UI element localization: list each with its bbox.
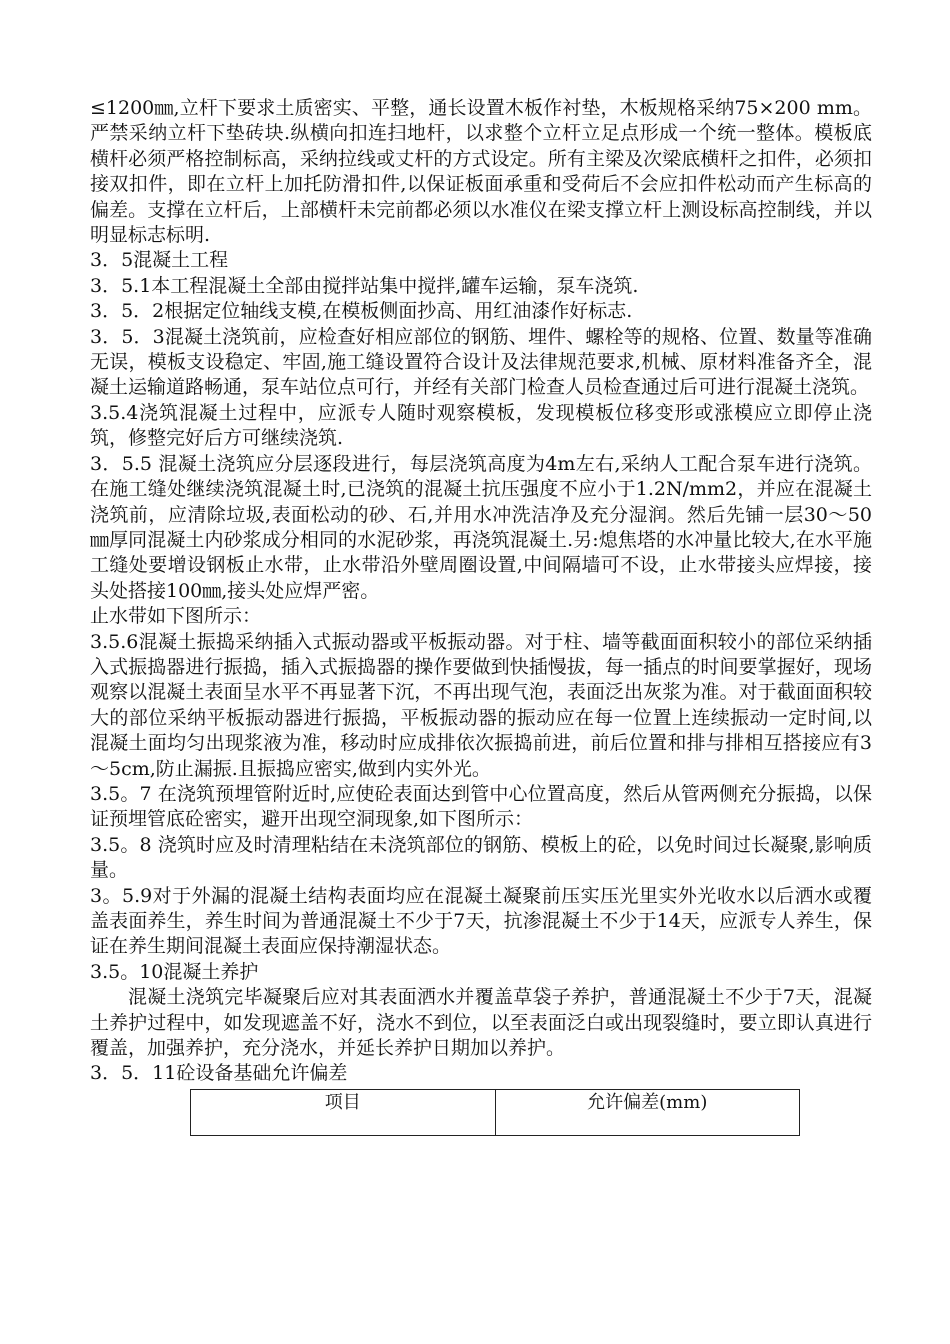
- paragraph-3-5-3: 3．5．3混凝土浇筑前，应检查好相应部位的钢筋、埋件、螺栓等的规格、位置、数量等准确无误，模板支设稳定、牢固,施工缝设置符合设计及法律规范要求,机械、原材料准备齐全，混凝土运输道路畅通，泵车站位点可行，并经有关部门检查人员检查通过后可进行混凝土浇筑。: [90, 325, 872, 399]
- paragraph-3-5-4: 3.5.4浇筑混凝土过程中，应派专人随时观察模板，发现模板位移变形或涨模应立即停止浇筑，修整完好后方可继续浇筑.: [90, 401, 872, 450]
- document-page: [90, 96, 872, 1136]
- table-header-item: 项目: [191, 1089, 496, 1135]
- table-caption: 3．5．11砼设备基础允许偏差: [90, 1062, 348, 1085]
- paragraph-3-5-5: 3．5.5 混凝土浇筑应分层逐段进行，每层浇筑高度为4m左右,采纳人工配合泵车进行浇筑。在施工缝处继续浇筑混凝土时,已浇筑的混凝土抗压强度不应小于1.2N/mm2，并应在混凝土浇筑前，应清除垃圾,表面松动的砂、石,并用水冲洗洁净及充分湿润。然后先铺一层30～50㎜厚同混凝土内砂浆成分相同的水泥砂浆，再浇筑混凝土.另:熄焦塔的水冲量比较大,在水平施工缝处要增设钢板止水带，止水带沿外壁周圈设置,中间隔墙可不设，止水带接头应焊接，接头处搭接100㎜,接头处应焊严密。: [90, 452, 872, 602]
- table-header-row: [191, 1089, 800, 1135]
- paragraph-3-5-6: 3.5.6混凝土振捣采纳插入式振动器或平板振动器。对于柱、墙等截面面积较小的部位采纳插入式振捣器进行振捣，插入式振捣器的操作要做到快插慢拔，每一插点的时间要掌握好，现场观察以混凝土表面呈水平不再显著下沉，不再出现气泡，表面泛出灰浆为准。对于截面面积较大的部位采纳平板振动器进行振捣，平板振动器的振动应在每一位置上连续振动一定时间,以混凝土面均匀出现浆液为准，移动时应成排依次振捣前进，前后位置和排与排相互搭接应有3～5cm,防止漏振.且振捣应密实,做到内实外光。: [90, 630, 872, 780]
- table-header-tolerance: 允许偏差(mm): [495, 1089, 800, 1135]
- paragraph-3-5-2: 3．5．2根据定位轴线支模,在模板侧面抄高、用红油漆作好标志.: [90, 300, 633, 323]
- paragraph-3-5-7: 3.5。7 在浇筑预埋管附近时,应使砼表面达到管中心位置高度，然后从管两侧充分振捣，以保证预埋管底砼密实，避开出现空洞现象,如下图所示：: [90, 782, 872, 831]
- paragraph-3-5-1: 3．5.1本工程混凝土全部由搅拌站集中搅拌,罐车运输，泵车浇筑.: [90, 274, 639, 297]
- paragraph-3-5-8: 3.5。8 浇筑时应及时清理粘结在未浇筑部位的钢筋、模板上的砼，以免时间过长凝聚,影响质量。: [90, 833, 872, 882]
- section-heading-concrete: 3．5混凝土工程: [90, 249, 229, 272]
- tolerance-table: [190, 1089, 800, 1136]
- paragraph-formwork-support: ≤1200㎜,立杆下要求土质密实、平整，通长设置木板作衬垫，木板规格采纳75×200 mm。严禁采纳立杆下垫砖块.纵横向扣连扫地杆，以求整个立杆立足点形成一个统一整体。模板底横杆必须严格控制标高，采纳拉线或丈杆的方式设定。所有主梁及次梁底横杆之扣件，必须扣接双扣件，即在立杆上加托防滑扣件,以保证板面承重和受荷后不会应扣件松动而产生标高的偏差。支撑在立杆后，上部横杆未完前都必须以水准仪在梁支撑立杆上测设标高控制线，并以明显标志标明.: [90, 97, 872, 247]
- paragraph-3-5-9: 3。5.9对于外漏的混凝土结构表面均应在混凝土凝聚前压实压光里实外光收水以后洒水或覆盖表面养生，养生时间为普通混凝土不少于7天，抗渗混凝土不少于14天，应派专人养生，保证在养生期间混凝土表面应保持潮湿状态。: [90, 884, 872, 958]
- paragraph-waterstop-caption: 止水带如下图所示：: [90, 605, 262, 628]
- paragraph-curing: 混凝土浇筑完毕凝聚后应对其表面洒水并覆盖草袋子养护，普通混凝土不少于7天，混凝土养护过程中，如发现遮盖不好，浇水不到位，以至表面泛白或出现裂缝时，要立即认真进行覆盖，加强养护，充分浇水，并延长养护日期加以养护。: [90, 986, 872, 1060]
- section-heading-curing: 3.5。10混凝土养护: [90, 960, 259, 983]
